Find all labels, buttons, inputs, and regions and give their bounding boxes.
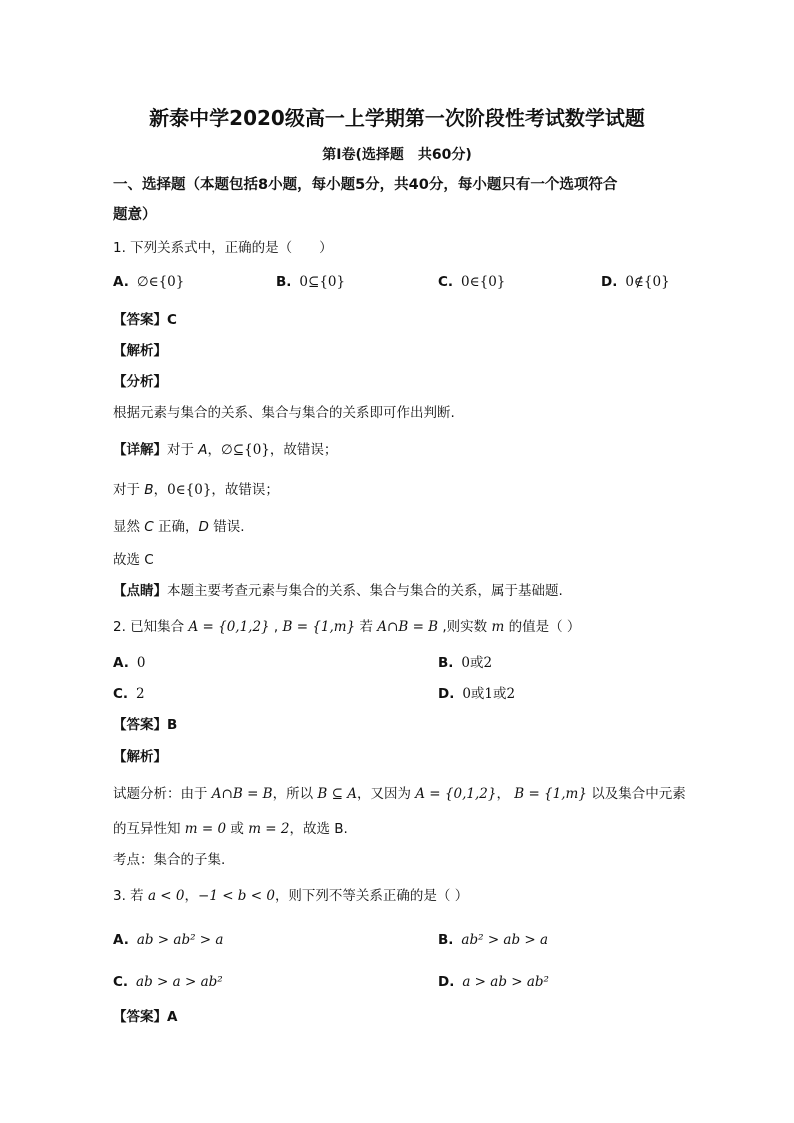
- q3-answer: [113, 1008, 177, 1026]
- q1-fenxi-tag: 【分析】: [113, 374, 167, 390]
- q1-detail-c: [113, 518, 245, 536]
- q1-analysis-tag: 【解析】: [113, 343, 167, 359]
- option-expr: 0∉{0}: [625, 274, 670, 290]
- answer-tag: 【答案】: [113, 717, 167, 733]
- text: 正确，: [153, 519, 199, 535]
- option-expr: 2: [136, 686, 145, 702]
- q2-stem: [113, 618, 580, 636]
- q3-stem: [113, 887, 468, 905]
- math-expr: m: [491, 619, 505, 635]
- q2-option-d: [438, 685, 515, 703]
- text: 的互异性知: [113, 821, 185, 837]
- option-label: B.: [276, 274, 292, 290]
- option-label: C.: [438, 274, 454, 290]
- q1-option-a: [113, 273, 184, 291]
- option-expr: ab² > ab > a: [461, 932, 549, 948]
- option-label: D.: [601, 274, 618, 290]
- text: 或: [226, 821, 249, 837]
- comment-text: 本题主要考查元素与集合的关系、集合与集合的关系，属于基础题.: [167, 583, 563, 599]
- text: B: [144, 482, 154, 498]
- q2-option-a: [113, 654, 145, 672]
- option-expr: ∅∈{0}: [136, 274, 185, 290]
- q2-answer: [113, 716, 177, 734]
- math-expr: B ⊆ A: [317, 786, 357, 802]
- q2-solution-line1: [113, 785, 686, 803]
- q2-kaodian: 考点：集合的子集.: [113, 852, 226, 868]
- text: A: [198, 442, 208, 458]
- section-heading-line2: 题意）: [113, 207, 157, 223]
- text: 显然: [113, 519, 145, 535]
- section-heading-line1: 一、选择题（本题包括8小题，每小题5分，共40分，每小题只有一个选项符合: [113, 177, 618, 193]
- math-expr: A = {0,1,2}: [415, 786, 497, 802]
- text: 错误.: [208, 519, 245, 535]
- q1-fenxi-text: 根据元素与集合的关系、集合与集合的关系即可作出判断.: [113, 405, 455, 421]
- math-expr: 0∈{0}: [167, 482, 212, 498]
- text: ，: [153, 482, 168, 498]
- answer-value: C: [167, 312, 177, 328]
- text: ，: [184, 888, 199, 904]
- text: ，所以: [272, 786, 318, 802]
- text: ，则下列不等关系正确的是（ ）: [274, 888, 469, 904]
- q3-option-a: [113, 931, 223, 949]
- option-expr: 0∈{0}: [461, 274, 506, 290]
- q1-option-d: [601, 273, 670, 291]
- text: 以及集合中元素: [586, 786, 686, 802]
- q3-option-b: [438, 931, 548, 949]
- math-expr: a < 0: [147, 888, 185, 904]
- option-label: D.: [438, 974, 455, 990]
- text: ，: [207, 442, 222, 458]
- text: ，: [496, 786, 515, 802]
- option-expr: ab > ab² > a: [136, 932, 224, 948]
- q1-comment: [113, 582, 563, 600]
- text: ，又因为: [356, 786, 416, 802]
- option-label: C.: [113, 974, 129, 990]
- q2-option-b: [438, 654, 492, 672]
- text: 3. 若: [113, 888, 148, 904]
- text: ，故错误；: [211, 482, 279, 498]
- math-expr: A∩B = B: [211, 786, 273, 802]
- text: 2. 已知集合: [113, 619, 189, 635]
- q2-solution-line2: [113, 820, 348, 838]
- text: 试题分析：由于: [113, 786, 212, 802]
- math-expr: m = 2: [248, 821, 290, 837]
- option-label: B.: [438, 655, 454, 671]
- text: ，故选 B.: [289, 821, 348, 837]
- comment-tag: 【点睛】: [113, 583, 167, 599]
- page-subtitle: 第I卷(选择题 共60分): [322, 147, 472, 163]
- option-expr: 0或1或2: [462, 686, 516, 702]
- q1-stem: 1. 下列关系式中，正确的是（ ）: [113, 240, 333, 256]
- text: ,: [269, 619, 283, 635]
- text: 若: [355, 619, 378, 635]
- option-expr: 0或2: [461, 655, 493, 671]
- text: 对于: [167, 442, 199, 458]
- math-expr: m = 0: [184, 821, 227, 837]
- option-expr: ab > a > ab²: [136, 974, 223, 990]
- q1-answer: [113, 311, 177, 329]
- answer-tag: 【答案】: [113, 312, 167, 328]
- option-label: D.: [438, 686, 455, 702]
- text: 的值是（ ）: [504, 619, 581, 635]
- math-expr: A = {0,1,2}: [188, 619, 270, 635]
- option-label: A.: [113, 274, 129, 290]
- q1-detail-b: [113, 481, 279, 499]
- option-label: B.: [438, 932, 454, 948]
- math-expr: B = {1,m}: [282, 619, 356, 635]
- q3-option-c: [113, 973, 223, 991]
- q2-analysis-tag: 【解析】: [113, 749, 167, 765]
- option-expr: a > ab > ab²: [462, 974, 549, 990]
- math-expr: ∅⊆{0}: [221, 442, 270, 458]
- detail-tag: 【详解】: [113, 442, 167, 458]
- q1-detail-a: [113, 441, 337, 459]
- option-expr: 0: [136, 655, 146, 671]
- text: C: [144, 519, 154, 535]
- text: D: [198, 519, 209, 535]
- option-label: A.: [113, 655, 129, 671]
- option-label: C.: [113, 686, 129, 702]
- q1-option-b: [276, 273, 345, 291]
- q2-option-c: [113, 685, 145, 703]
- q1-option-c: [438, 273, 505, 291]
- option-expr: 0⊆{0}: [299, 274, 346, 290]
- math-expr: A∩B = B: [377, 619, 439, 635]
- math-expr: −1 < b < 0: [198, 888, 275, 904]
- text: 对于: [113, 482, 145, 498]
- q1-conclusion: 故选 C: [113, 552, 154, 568]
- option-label: A.: [113, 932, 129, 948]
- math-expr: B = {1,m}: [514, 786, 587, 802]
- answer-tag: 【答案】: [113, 1009, 167, 1025]
- q3-option-d: [438, 973, 549, 991]
- answer-value: B: [167, 717, 178, 733]
- answer-value: A: [167, 1009, 178, 1025]
- page-title: 新泰中学2020级高一上学期第一次阶段性考试数学试题: [149, 106, 645, 130]
- text: ,则实数: [438, 619, 492, 635]
- text: ，故错误；: [269, 442, 338, 458]
